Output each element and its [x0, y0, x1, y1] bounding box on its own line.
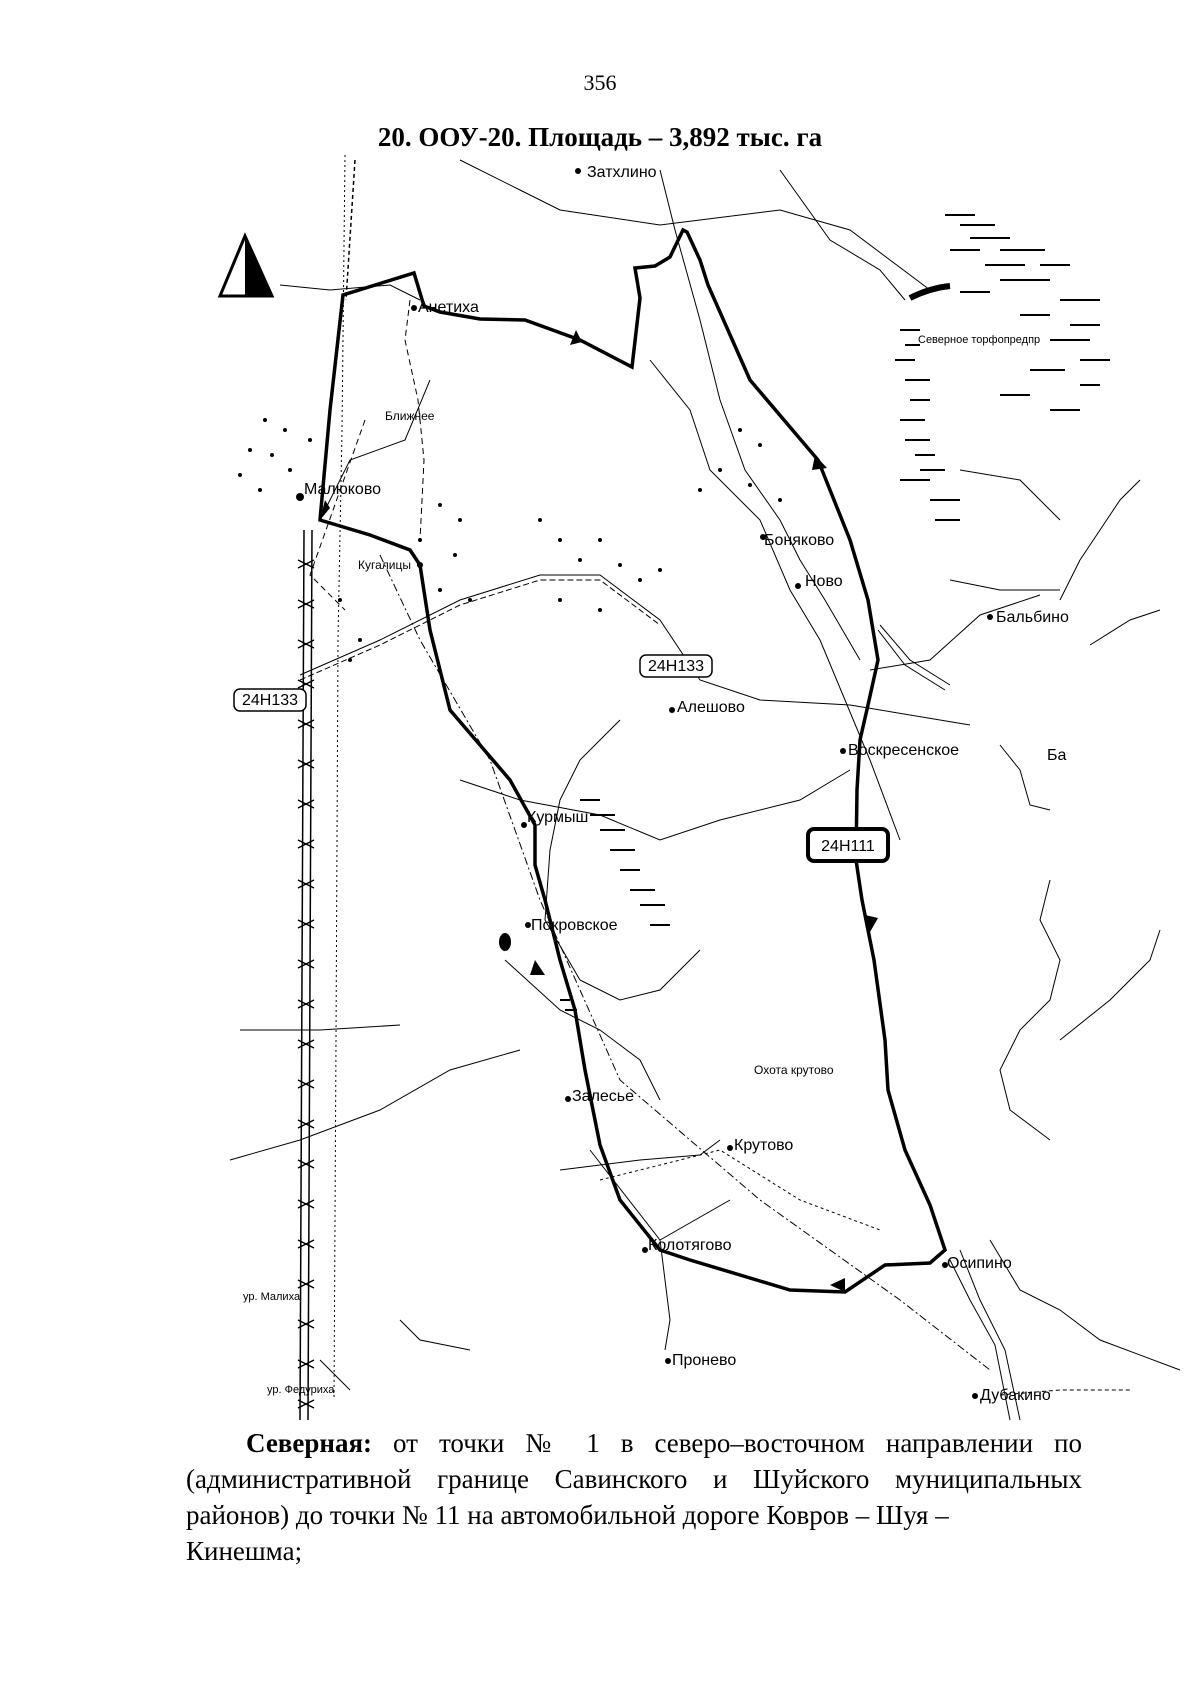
label-kolotyagovo: Колотягово: [648, 1237, 732, 1254]
road-shield-24n133-left: [234, 689, 306, 711]
north-arrow-icon: [220, 236, 272, 296]
road-shield-24n111: [808, 829, 888, 861]
label-ur-fedurikha: ур. Федуриха: [267, 1384, 335, 1396]
label-zalesye: Залесье: [572, 1088, 635, 1105]
area-boundary: [320, 230, 945, 1292]
description-text: от точки № 1 в северо–восточном направлении по (административной границе Савинского и Шуйского муниципальных районов) до точки № 11 на автомобильной дороге Ковров – Шуя –: [186, 1428, 1082, 1530]
railway: [298, 530, 314, 1420]
label-kurmysh: Курмыш: [527, 809, 589, 826]
label-novo: Ново: [805, 573, 843, 590]
label-okhota-krutovo: Охота крутово: [754, 1063, 834, 1077]
label-dubakino: Дубакино: [980, 1387, 1051, 1404]
page-title: 20. ООУ-20. Площадь – 3,892 тыс. га: [377, 122, 823, 152]
label-krutovo: Крутово: [734, 1137, 794, 1154]
svg-text:24Н111: 24Н111: [821, 838, 875, 855]
description-last-line: Кинешма;: [186, 1536, 303, 1566]
label-osinpino: Осипино: [947, 1255, 1012, 1272]
label-voskresenskoe: Воскресенское: [848, 742, 960, 759]
forest-marks: [238, 418, 782, 662]
boundary-description: [186, 1425, 1082, 1569]
settlement-dots: [296, 168, 993, 1399]
label-bonyakovo: Боняково: [764, 532, 835, 549]
section-heading: Северная:: [246, 1428, 373, 1458]
label-malyukovo: Малюково: [304, 481, 382, 498]
label-ba: Ба: [1047, 747, 1067, 764]
label-peat: Северное торфопредпр: [918, 334, 1041, 346]
label-blizhnee: Ближнее: [385, 409, 435, 423]
direction-arrows: [320, 330, 878, 1292]
page-number: 356: [583, 70, 617, 95]
label-aleshovo: Алешово: [677, 699, 745, 716]
road-shield-24n133-center: [640, 655, 712, 677]
svg-text:24Н133: 24Н133: [647, 658, 705, 675]
label-pokrovskoe: Покровское: [531, 917, 618, 934]
label-ankhikha: Анетиха: [418, 299, 479, 316]
label-kugalitsy: Кугалицы: [358, 558, 411, 572]
label-zatkhlino: Затхлино: [587, 164, 657, 181]
label-ur-malikha: ур. Малиха: [243, 1291, 301, 1303]
label-balbino: Бальбино: [996, 609, 1069, 626]
svg-text:24Н133: 24Н133: [241, 692, 299, 709]
label-pronevo: Пронево: [672, 1352, 737, 1369]
